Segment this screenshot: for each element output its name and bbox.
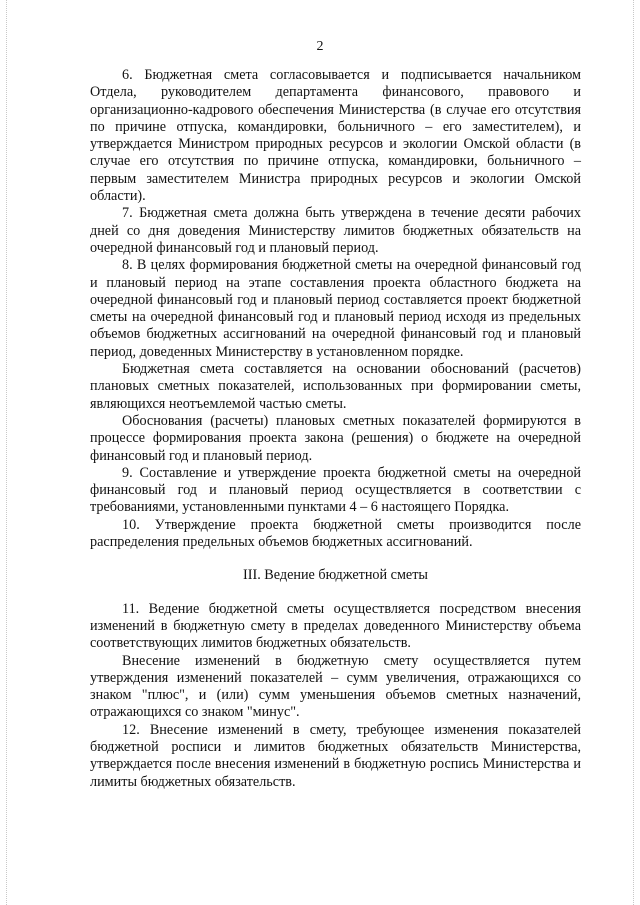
paragraph-11-changes: Внесение изменений в бюджетную смету осуществляется путем утверждения изменений показателей – сумм увеличения, отражающихся со знаком "плюс", и (или) сумм уменьшения объемов сметных назначений, отражающихся со знаком "минус". xyxy=(90,652,581,721)
paragraph-7: 7. Бюджетная смета должна быть утверждена в течение десяти рабочих дней со дня доведения Министерству лимитов бюджетных обязательств на очередной финансовый год и плановый период. xyxy=(90,205,581,256)
paragraph-11: 11. Ведение бюджетной сметы осуществляется посредством внесения изменений в бюджетную смету в пределах доведенного Министерству объема соответствующих лимитов бюджетных обязательств. xyxy=(90,600,581,652)
paragraph-10: 10. Утверждение проекта бюджетной сметы производится после распределения предельных объемов бюджетных ассигнований. xyxy=(90,516,581,551)
paragraph-12: 12. Внесение изменений в смету, требующее изменения показателей бюджетной росписи и лимитов бюджетных обязательств Министерства, утверждается после внесения изменений в бюджетную роспись Министерства и лимиты бюджетных обязательств. xyxy=(90,721,581,790)
section-title: III. Ведение бюджетной сметы xyxy=(243,567,428,584)
scan-edge-right xyxy=(633,0,634,905)
paragraph-8-justifications: Обоснования (расчеты) плановых сметных показателей формируются в процессе формирования проекта закона (решения) о бюджете на очередной финансовый год и плановый период. xyxy=(90,412,581,464)
document-body xyxy=(90,67,581,791)
paragraph-8: 8. В целях формирования бюджетной сметы на очередной финансовый год и плановый период на этапе составления проекта областного бюджета на очередной финансовый год и плановый период составляется проект бюджетной сметы на очередной финансовый год и плановый период исходя из предельных объемов бюджетных ассигнований на очередной финансовый год и плановый период, доведенных Министерству в установленном порядке. xyxy=(90,257,581,360)
page-number: 2 xyxy=(316,39,324,54)
scan-edge-left xyxy=(6,0,7,905)
paragraph-6: 6. Бюджетная смета согласовывается и подписывается начальником Отдела, руководителем департамента финансового, правового и организационно-кадрового обеспечения Министерства (в случае его отсутствия по причине отпуска, командировки, больничного – его заместителем), и утверждается Министром природных ресурсов и экологии Омской области (в случае его отсутствия по причине отпуска, командировки, больничного – первым заместителем Министра природных ресурсов и экологии Омской области). xyxy=(90,67,581,205)
paragraph-9: 9. Составление и утверждение проекта бюджетной сметы на очередной финансовый год и плановый период осуществляется в соответствии с требованиями, установленными пунктами 4 – 6 настоящего Порядка. xyxy=(90,464,581,516)
paragraph-8-smeta-basis: Бюджетная смета составляется на основании обоснований (расчетов) плановых сметных показателей, использованных при формировании сметы, являющихся неотъемлемой частью сметы. xyxy=(90,361,581,412)
